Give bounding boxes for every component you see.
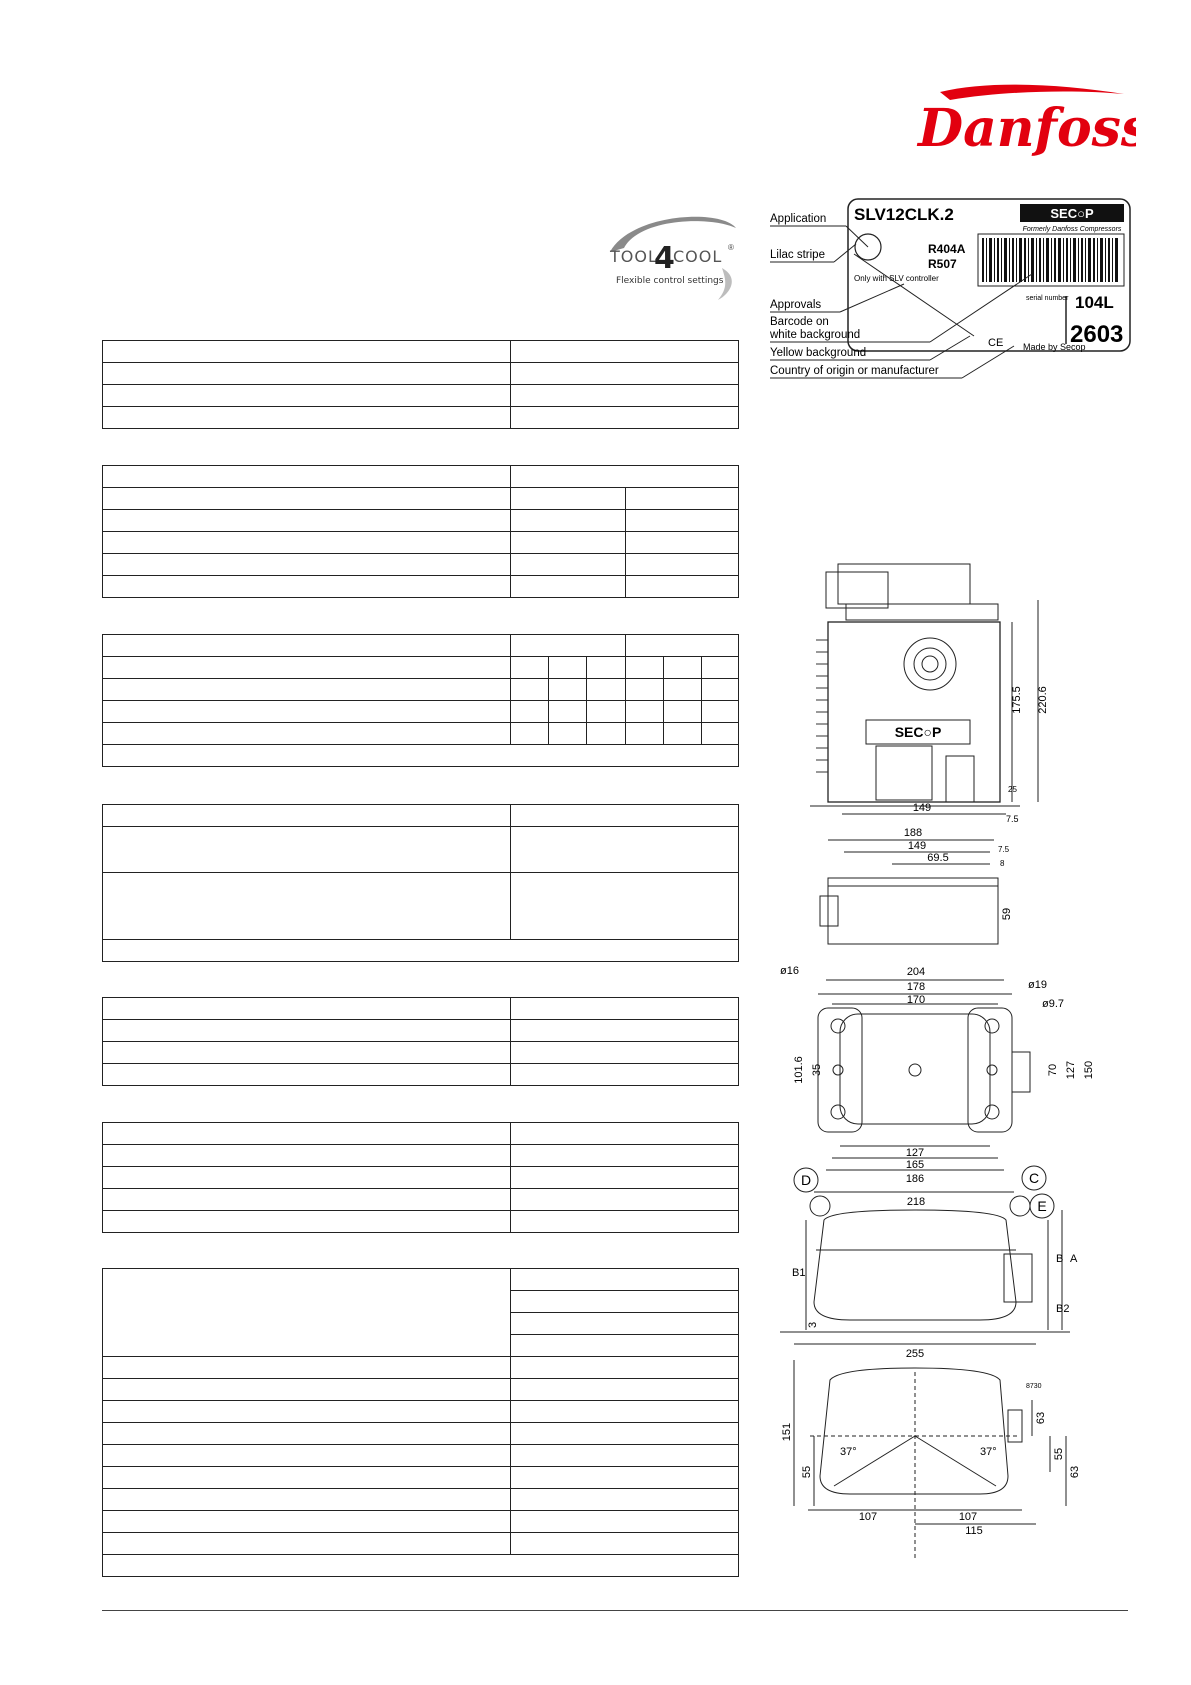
callout-approvals: Approvals [770,299,822,311]
svg-text:63: 63 [1069,1465,1081,1479]
svg-text:151: 151 [781,1422,793,1442]
svg-text:149: 149 [912,802,932,814]
svg-text:63: 63 [1035,1411,1047,1425]
svg-text:70: 70 [1047,1063,1059,1077]
svg-text:Only with SLV controller: Only with SLV controller [854,274,939,283]
svg-text:69.5: 69.5 [927,852,949,864]
svg-text:7.5: 7.5 [998,845,1010,854]
svg-text:C: C [1028,1170,1040,1186]
svg-text:R404A: R404A [928,242,966,256]
nameplate-code2: 2603 [1070,321,1124,348]
svg-text:Formerly Danfoss Compressors: Formerly Danfoss Compressors [1022,226,1122,233]
footer-rule [102,1610,1128,1611]
svg-text:37°: 37° [980,1446,997,1458]
nameplate-code: 104L [1075,293,1114,312]
svg-text:127: 127 [905,1147,925,1159]
tool4cool-caption: Flexible control settings [616,276,724,286]
top-view-drawing [810,564,1020,806]
svg-text:25: 25 [1008,785,1017,794]
technical-drawings [780,560,1120,1590]
svg-text:188: 188 [903,827,923,839]
svg-text:B: B [1056,1253,1064,1265]
svg-text:115: 115 [965,1525,983,1537]
svg-text:59: 59 [1001,907,1013,921]
svg-text:A: A [1070,1253,1078,1265]
svg-text:107: 107 [958,1511,978,1523]
callout-country: Country of origin or manufacturer [770,365,939,377]
svg-text:8: 8 [1000,859,1005,868]
svg-text:B1: B1 [792,1267,806,1279]
svg-text:TOOL: TOOL [610,247,658,266]
svg-text:220.6: 220.6 [1037,686,1049,714]
svg-text:101.6: 101.6 [793,1056,805,1084]
svg-text:204: 204 [906,966,926,978]
svg-text:®: ® [728,243,734,252]
svg-text:ø9.7: ø9.7 [1042,998,1065,1010]
svg-text:ø16: ø16 [780,965,799,977]
callout-barcode-2: white background [770,329,861,341]
table-5 [102,997,739,1086]
svg-text:SEC○P: SEC○P [894,724,942,740]
svg-text:COOL: COOL [673,247,723,266]
danfoss-logo [910,84,1136,160]
svg-text:4: 4 [654,241,675,276]
svg-text:107: 107 [858,1511,878,1523]
danfoss-logo-text: Danfoss [918,98,1136,159]
callout-yellow-background: Yellow background [770,347,867,359]
svg-text:B2: B2 [1056,1303,1070,1315]
tool4cool-logo [600,208,744,304]
callout-barcode: Barcode on [770,316,829,328]
svg-text:178: 178 [906,981,926,993]
nameplate-maker-logo: SEC○P [1050,206,1094,221]
base-plate-drawing [818,980,1030,1170]
svg-text:255: 255 [905,1348,925,1360]
bottom-view-drawing [794,1360,1066,1560]
table-7 [102,1268,739,1577]
svg-text:165: 165 [905,1159,925,1171]
svg-text:55: 55 [801,1465,813,1479]
svg-text:37°: 37° [840,1446,857,1458]
svg-text:150: 150 [1083,1060,1095,1080]
svg-text:serial number: serial number [1026,295,1069,302]
svg-text:8730: 8730 [1026,1383,1042,1390]
svg-text:E: E [1037,1198,1047,1214]
table-2 [102,465,739,598]
svg-text:3: 3 [807,1321,819,1328]
nameplate-model: SLV12CLK.2 [854,205,954,224]
svg-text:149: 149 [907,840,927,852]
table-6 [102,1122,739,1233]
svg-text:186: 186 [905,1173,925,1185]
nameplate-diagram [770,196,1134,382]
callout-application: Application [770,213,827,225]
svg-text:127: 127 [1065,1060,1077,1080]
svg-text:7.5: 7.5 [1006,814,1019,824]
svg-text:R507: R507 [928,257,957,271]
table-4 [102,804,739,962]
svg-text:Made by Secop: Made by Secop [1023,342,1086,352]
svg-text:D: D [800,1172,812,1188]
front-view-drawing [780,1192,1070,1344]
table-1 [102,340,739,429]
side-view-drawing [820,840,998,944]
svg-text:35: 35 [811,1063,823,1077]
svg-text:170: 170 [906,994,926,1006]
callout-lilac-stripe: Lilac stripe [770,249,825,261]
svg-text:CE: CE [988,337,1004,349]
svg-text:ø19: ø19 [1028,979,1047,991]
svg-text:55: 55 [1053,1447,1065,1461]
svg-text:218: 218 [906,1196,926,1208]
table-3 [102,634,739,767]
svg-text:175.5: 175.5 [1011,686,1023,714]
